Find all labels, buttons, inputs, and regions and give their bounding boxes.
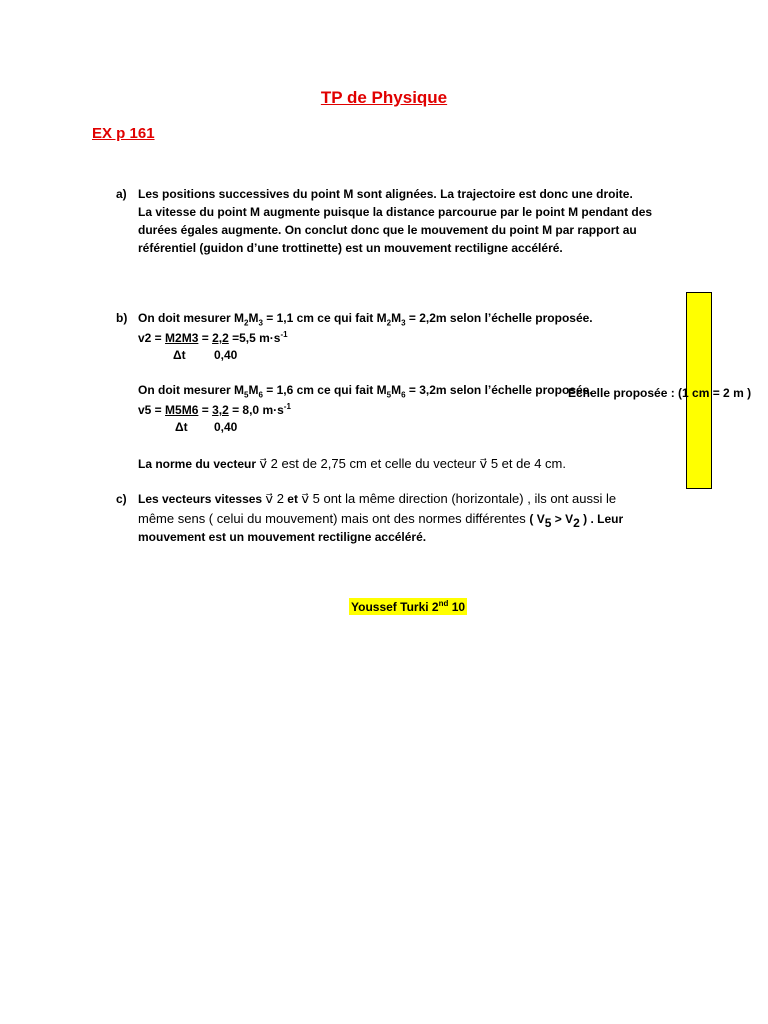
v2-formula: v2 = M2M3 = 2,2 =5,5 $m\cdot s^{-1}$ [138,330,288,345]
part-a-line-3: durées égales augmente. On conclut donc que le mouvement du point M par rapport au [138,223,637,237]
part-c-label: c) [116,492,127,506]
scale-note: Echelle proposée : (1 cm = 2 m ) [568,386,752,400]
v2-delta-t: Δt [173,348,186,362]
v5-formula: v5 = M5M6 = 3,2 = 8,0 $m\cdot s^{-1}$ [138,402,291,417]
author-signature: Youssef Turki 2nd 10 [351,599,466,614]
v5-delta-t-value: 0,40 [214,420,238,434]
part-a-line-1: Les positions successives du point M sont alignées. La trajectoire est donc une droite. [138,187,633,201]
part-a-line-2: La vitesse du point M augmente puisque la distance parcourue par le point M pendant des [138,205,653,219]
page-title: TP de Physique [320,88,448,107]
part-b-label: b) [116,311,128,325]
v5-delta-t: Δt [175,420,188,434]
part-a-line-4: référentiel (guidon d’une trottinette) est un mouvement rectiligne accéléré. [138,241,563,255]
m5m6-measure-line: On doit mesurer $M_5M_6 = 1,6$ cm ce qui fait $M_5M_6 = 3,2m$ selon l’échelle proposée. [138,383,593,400]
v2-delta-t-value: 0,40 [214,348,238,362]
part-c-line-3: mouvement est un mouvement rectiligne accéléré. [138,530,427,544]
part-c-line-2: même sens ( celui du mouvement) mais ont des normes différentes ( $V_5 > V_2$ ) . Leur [138,511,624,531]
part-c-line-1: Les vecteurs vitesses v⃗ 2 et v⃗ 5 ont la même direction (horizontale) , ils ont aussi le [138,491,617,506]
part-a-label: a) [116,187,127,201]
m2m3-measure-line: On doit mesurer $M_2M_3 = 1,1$ cm ce qui fait $M_2M_3 = 2,2m$ selon l’échelle proposée. [138,311,593,328]
norme-line: La norme du vecteur v⃗ 2 est de 2,75 cm et celle du vecteur v⃗ 5 et de 4 cm. [138,456,566,471]
exercise-heading: EX p 161 [92,125,155,142]
